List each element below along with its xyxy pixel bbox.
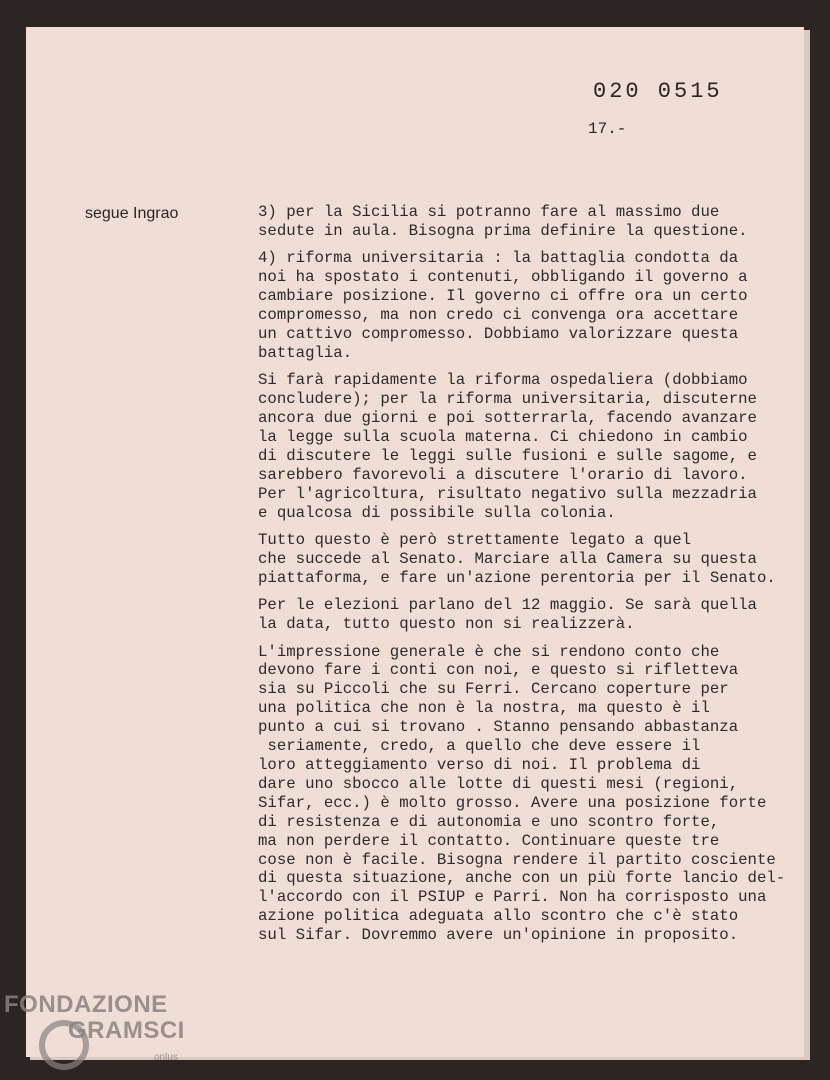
text-line: devono fare i conti con noi, e questo si rifletteva <box>258 661 739 680</box>
text-line: piattaforma, e fare un'azione perentoria per il Senato. <box>258 568 776 587</box>
text-line: ma non perdere il contatto. Continuare queste tre <box>258 831 720 850</box>
text-line: compromesso, ma non credo ci convenga ora accettare <box>258 306 739 325</box>
text-line: loro atteggiamento verso di noi. Il problema di <box>258 755 701 774</box>
text-line: la legge sulla scuola materna. Ci chiedono in cambio <box>258 427 748 446</box>
text-line: sedute in aula. Bisogna prima definire la questione. <box>258 221 748 240</box>
text-line: Si farà rapidamente la riforma ospedaliera (dobbiamo <box>258 371 748 390</box>
text-line: dare uno sbocco alle lotte di questi mesi (regioni, <box>258 774 739 793</box>
page-number: 17.- <box>588 120 627 138</box>
text-line: di questa situazione, anche con un più forte lancio del- <box>258 869 786 888</box>
text-line: ancora due giorni e poi sotterrarla, facendo avanzare <box>258 409 757 428</box>
text-line: che succede al Senato. Marciare alla Camera su questa <box>258 549 757 568</box>
body-text <box>258 203 798 954</box>
text-line: azione politica adeguata allo scontro che c'è stato <box>258 907 739 926</box>
text-line: di discutere le leggi sulle fusioni e sulle sagome, e <box>258 446 757 465</box>
text-line: cambiare posizione. Il governo ci offre ora un certo <box>258 287 748 306</box>
text-line: Per l'agricoltura, risultato negativo sulla mezzadria <box>258 484 757 503</box>
text-line: una politica che non è la nostra, ma questo è il <box>258 699 710 718</box>
watermark-line1: FONDAZIONE <box>4 991 168 1018</box>
text-line: cose non è facile. Bisogna rendere il partito cosciente <box>258 850 776 869</box>
text-line: punto a cui si trovano . Stanno pensando abbastanza <box>258 718 739 737</box>
paragraph <box>258 531 798 588</box>
text-line: noi ha spostato i contenuti, obbligando il governo a <box>258 268 748 287</box>
fondazione-gramsci-watermark <box>4 990 204 1070</box>
text-line: di resistenza e di autonomia e uno scontro forte, <box>258 812 720 831</box>
text-line: battaglia. <box>258 343 353 362</box>
text-line: sia su Piccoli che su Ferri. Cercano coperture per <box>258 680 729 699</box>
paragraph <box>258 371 798 522</box>
text-line: e qualcosa di possibile sulla colonia. <box>258 503 616 522</box>
speaker-label: segue Ingrao <box>85 205 179 222</box>
text-line: Tutto questo è però strettamente legato a quel <box>258 531 692 549</box>
text-line: concludere); per la riforma universitaria, discuterne <box>258 390 757 409</box>
paragraph <box>258 249 798 362</box>
text-line: sul Sifar. Dovremmo avere un'opinione in proposito. <box>258 926 739 945</box>
document-page <box>26 27 804 1057</box>
text-line: un cattivo compromesso. Dobbiamo valorizzare questa <box>258 324 739 343</box>
text-line: 3) per la Sicilia si potranno fare al massimo due <box>258 203 720 221</box>
document-number: 020 0515 <box>593 79 723 104</box>
text-line: la data, tutto questo non si realizzerà. <box>258 615 635 634</box>
text-line: l'accordo con il PSIUP e Parri. Non ha corrisposto una <box>258 888 767 907</box>
watermark-line3: onlus <box>154 1052 178 1063</box>
paragraph <box>258 203 798 241</box>
text-line: sarebbero favorevoli a discutere l'orario di lavoro. <box>258 465 748 484</box>
text-line: Sifar, ecc.) è molto grosso. Avere una posizione forte <box>258 793 767 812</box>
text-line: Per le elezioni parlano del 12 maggio. Se sarà quella <box>258 596 757 615</box>
text-line: 4) riforma universitaria : la battaglia condotta da <box>258 249 739 268</box>
paragraph <box>258 596 798 634</box>
text-line: seriamente, credo, a quello che deve essere il <box>258 737 701 756</box>
watermark-line2: GRAMSCI <box>68 1017 185 1044</box>
paragraph <box>258 643 798 946</box>
text-line: L'impressione generale è che si rendono conto che <box>258 642 720 661</box>
